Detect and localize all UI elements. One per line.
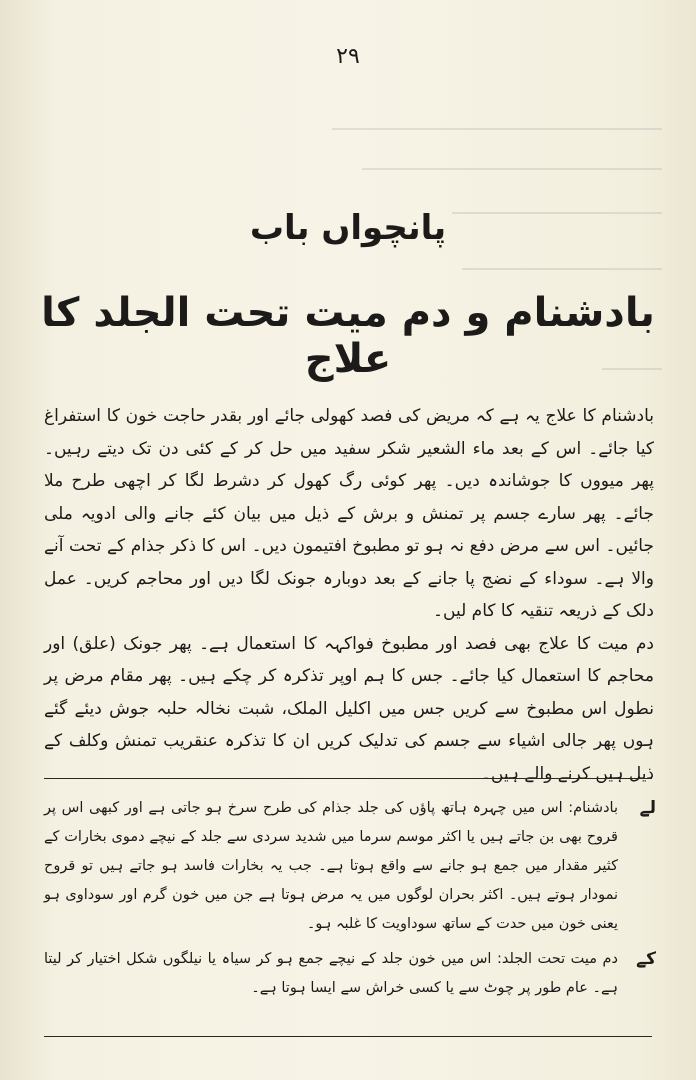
footnote-marker: لے	[639, 798, 656, 818]
show-through-line	[462, 268, 662, 270]
paragraph: دم میت کا علاج بھی فصد اور مطبوخ فواکہہ کا استعمال ہے۔ پھر جونک (علق) اور محاجم کا استعمال کیا جائے۔ جس کا ہم اوپر تذکرہ کر چکے ہیں۔ پھر مقام مرض پر نطول اس مطبوخ سے کریں جس میں اکلیل الملک، شبت نخالہ حلبہ جوش دیئے گئے ہوں پھر جالی اشیاء سے جسم کی تدلیک کریں ان کا تذکرہ عنقریب تمنش وکلف کے ذیل ہیں کرنے والے ہیں۔	[44, 633, 654, 784]
footnote-text: دم میت تحت الجلد: اس میں خون جلد کے نیچے جمع ہو کر سیاہ یا نیلگوں شکل اختیار کر لیتا ہے۔ عام طور پر چوٹ سے یا کسی خراش سے ایسا ہوتا ہے۔	[44, 951, 618, 996]
page-number: ۲۹	[336, 44, 360, 69]
footnote-text: بادشنام: اس میں چہرہ ہاتھ پاؤں کی جلد جذام کی طرح سرخ ہو جاتی ہے اور کبھی اس پر قروح بھی بن جاتے ہیں یا اکثر موسم سرما میں شدید سردی سے جلد کے نیچے دموی بخارات کے کثیر مقدار میں جمع ہو جانے سے واقع ہوتا ہے۔ جب یہ بخارات فاسد ہو جاتے ہیں تو قروح نمودار ہوتے ہیں۔ اکثر بحران لوگوں میں یہ مرض ہوتا ہے جن میں خون گرم اور سوداوی ہو یعنی خون میں حدت کے ساتھ سوداویت کا غلبہ ہو۔	[44, 800, 618, 932]
chapter-title: بادشنام و دم میت تحت الجلد کا علاج	[41, 290, 655, 382]
footnote-separator	[44, 778, 652, 779]
main-text	[44, 400, 654, 790]
footnote	[44, 945, 656, 1003]
bottom-rule	[44, 1036, 652, 1037]
paragraph: بادشنام کا علاج یہ ہے کہ مریض کی فصد کھولی جائے اور بقدر حاجت خون کا استفراغ کیا جائے۔ اس کے بعد ماء الشعیر شکر سفید میں حل کر کے کئی دن تک دیتے رہیں۔ پھر میووں کا جوشاندہ دیں۔ پھر کوئی رگ کھول کر دشرط لگا کر اچھی طرح ملا جائے۔ پھر سارے جسم پر تمنش و برش کے ذیل میں بیان کئے جانے والی ادویہ ملی جائیں۔ اس سے مرض دفع نہ ہو تو مطبوخ افتیمون دیں۔ اس کا ذکر جذام کے تحت آنے والا ہے۔ سوداء کے نضج پا جانے کے بعد دوبارہ جونک لگا دیں اور محاجم کریں۔ عمل دلک کے ذریعہ تنقیہ کا کام لیں۔	[44, 406, 654, 621]
footnote-marker: کے	[636, 949, 656, 969]
show-through-line	[332, 128, 662, 130]
show-through-line	[362, 168, 662, 170]
chapter-heading: پانچواں باب	[249, 208, 447, 248]
footnotes	[44, 794, 656, 1009]
footnote	[44, 794, 656, 939]
